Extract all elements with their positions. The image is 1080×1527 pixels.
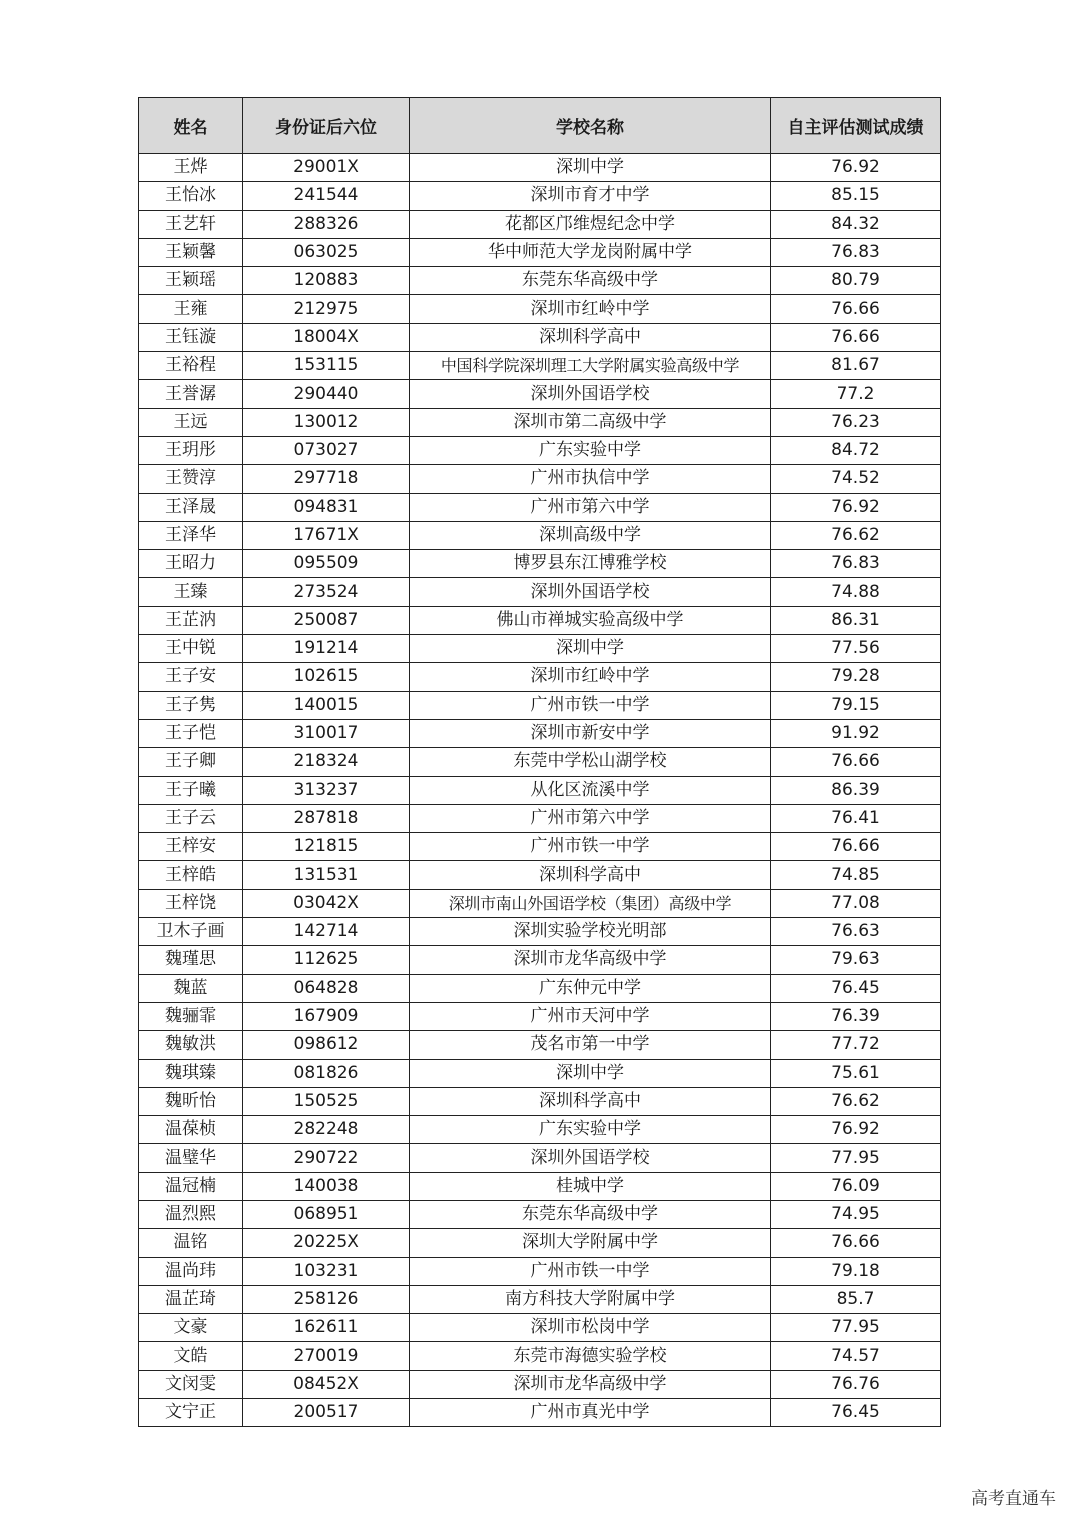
cell-score: 76.76 xyxy=(771,1370,941,1398)
cell-score: 74.95 xyxy=(771,1200,941,1228)
cell-score: 76.45 xyxy=(771,1399,941,1427)
cell-school-name: 深圳大学附属中学 xyxy=(410,1229,771,1257)
cell-name: 温铭 xyxy=(139,1229,243,1257)
cell-score: 75.61 xyxy=(771,1059,941,1087)
cell-id-last-six: 20225X xyxy=(243,1229,410,1257)
cell-id-last-six: 241544 xyxy=(243,182,410,210)
cell-id-last-six: 218324 xyxy=(243,748,410,776)
cell-score: 77.2 xyxy=(771,380,941,408)
cell-score: 77.08 xyxy=(771,889,941,917)
cell-name: 王玥彤 xyxy=(139,436,243,464)
cell-school-name: 深圳外国语学校 xyxy=(410,380,771,408)
cell-id-last-six: 121815 xyxy=(243,833,410,861)
table-row xyxy=(139,436,941,464)
cell-school-name: 广州市第六中学 xyxy=(410,804,771,832)
cell-id-last-six: 162611 xyxy=(243,1314,410,1342)
cell-score: 91.92 xyxy=(771,719,941,747)
cell-score: 76.92 xyxy=(771,1116,941,1144)
cell-score: 74.88 xyxy=(771,578,941,606)
cell-school-name: 广州市铁一中学 xyxy=(410,1257,771,1285)
table-row xyxy=(139,154,941,182)
cell-score: 77.56 xyxy=(771,635,941,663)
cell-name: 王怡冰 xyxy=(139,182,243,210)
cell-id-last-six: 142714 xyxy=(243,918,410,946)
cell-school-name: 深圳实验学校光明部 xyxy=(410,918,771,946)
cell-score: 76.39 xyxy=(771,1002,941,1030)
cell-id-last-six: 310017 xyxy=(243,719,410,747)
cell-id-last-six: 068951 xyxy=(243,1200,410,1228)
table-row xyxy=(139,493,941,521)
cell-name: 温璧华 xyxy=(139,1144,243,1172)
cell-name: 文豪 xyxy=(139,1314,243,1342)
table-row xyxy=(139,606,941,634)
cell-name: 王艺轩 xyxy=(139,210,243,238)
cell-school-name: 深圳外国语学校 xyxy=(410,578,771,606)
cell-name: 王子卿 xyxy=(139,748,243,776)
table-row xyxy=(139,1257,941,1285)
table-row xyxy=(139,1200,941,1228)
cell-score: 85.15 xyxy=(771,182,941,210)
table-row xyxy=(139,352,941,380)
header-school-name: 学校名称 xyxy=(410,98,771,154)
cell-name: 温葆桢 xyxy=(139,1116,243,1144)
cell-name: 王子曦 xyxy=(139,776,243,804)
cell-school-name: 东莞中学松山湖学校 xyxy=(410,748,771,776)
cell-name: 王梓安 xyxy=(139,833,243,861)
cell-school-name: 东莞东华高级中学 xyxy=(410,1200,771,1228)
cell-school-name: 深圳科学高中 xyxy=(410,861,771,889)
cell-score: 76.66 xyxy=(771,295,941,323)
table-header-row xyxy=(139,98,941,154)
cell-name: 文皓 xyxy=(139,1342,243,1370)
table-row xyxy=(139,1144,941,1172)
cell-name: 魏蓝 xyxy=(139,974,243,1002)
cell-school-name: 深圳高级中学 xyxy=(410,521,771,549)
cell-name: 王中锐 xyxy=(139,635,243,663)
cell-id-last-six: 297718 xyxy=(243,465,410,493)
cell-id-last-six: 131531 xyxy=(243,861,410,889)
watermark: 高考直通车 xyxy=(971,1489,1056,1509)
cell-school-name: 中国科学院深圳理工大学附属实验高级中学 xyxy=(410,352,771,380)
table-row xyxy=(139,1342,941,1370)
table-row xyxy=(139,1314,941,1342)
header-score: 自主评估测试成绩 xyxy=(771,98,941,154)
cell-name: 王裕程 xyxy=(139,352,243,380)
cell-id-last-six: 063025 xyxy=(243,238,410,266)
cell-id-last-six: 073027 xyxy=(243,436,410,464)
cell-id-last-six: 258126 xyxy=(243,1285,410,1313)
cell-id-last-six: 064828 xyxy=(243,974,410,1002)
cell-id-last-six: 102615 xyxy=(243,663,410,691)
cell-id-last-six: 095509 xyxy=(243,550,410,578)
cell-name: 王颖瑶 xyxy=(139,267,243,295)
cell-id-last-six: 098612 xyxy=(243,1031,410,1059)
cell-id-last-six: 103231 xyxy=(243,1257,410,1285)
cell-school-name: 南方科技大学附属中学 xyxy=(410,1285,771,1313)
table-row xyxy=(139,465,941,493)
cell-name: 温烈熙 xyxy=(139,1200,243,1228)
table-row xyxy=(139,380,941,408)
cell-school-name: 深圳市龙华高级中学 xyxy=(410,1370,771,1398)
cell-school-name: 广东实验中学 xyxy=(410,436,771,464)
cell-name: 王远 xyxy=(139,408,243,436)
cell-school-name: 深圳中学 xyxy=(410,1059,771,1087)
cell-id-last-six: 250087 xyxy=(243,606,410,634)
cell-id-last-six: 130012 xyxy=(243,408,410,436)
cell-id-last-six: 29001X xyxy=(243,154,410,182)
cell-school-name: 深圳市红岭中学 xyxy=(410,663,771,691)
table-row xyxy=(139,1031,941,1059)
cell-school-name: 深圳科学高中 xyxy=(410,323,771,351)
cell-score: 77.72 xyxy=(771,1031,941,1059)
cell-name: 王誉潺 xyxy=(139,380,243,408)
cell-name: 温冠楠 xyxy=(139,1172,243,1200)
cell-name: 王泽华 xyxy=(139,521,243,549)
cell-name: 王梓皓 xyxy=(139,861,243,889)
cell-school-name: 茂名市第一中学 xyxy=(410,1031,771,1059)
table-row xyxy=(139,1399,941,1427)
table-row xyxy=(139,918,941,946)
cell-school-name: 博罗县东江博雅学校 xyxy=(410,550,771,578)
cell-name: 王颖馨 xyxy=(139,238,243,266)
cell-name: 王子云 xyxy=(139,804,243,832)
table-row xyxy=(139,663,941,691)
table-row xyxy=(139,1059,941,1087)
cell-id-last-six: 270019 xyxy=(243,1342,410,1370)
table-row xyxy=(139,748,941,776)
cell-id-last-six: 273524 xyxy=(243,578,410,606)
cell-school-name: 深圳外国语学校 xyxy=(410,1144,771,1172)
cell-score: 76.66 xyxy=(771,748,941,776)
table-row xyxy=(139,719,941,747)
table-row xyxy=(139,295,941,323)
cell-score: 76.66 xyxy=(771,1229,941,1257)
table-row xyxy=(139,267,941,295)
table-row xyxy=(139,550,941,578)
cell-score: 81.67 xyxy=(771,352,941,380)
cell-id-last-six: 094831 xyxy=(243,493,410,521)
cell-score: 76.83 xyxy=(771,550,941,578)
cell-school-name: 深圳中学 xyxy=(410,154,771,182)
cell-name: 温尚玮 xyxy=(139,1257,243,1285)
cell-score: 84.72 xyxy=(771,436,941,464)
cell-id-last-six: 313237 xyxy=(243,776,410,804)
cell-id-last-six: 17671X xyxy=(243,521,410,549)
cell-score: 79.63 xyxy=(771,946,941,974)
table-row xyxy=(139,833,941,861)
table-row xyxy=(139,1229,941,1257)
cell-name: 王子隽 xyxy=(139,691,243,719)
cell-score: 79.15 xyxy=(771,691,941,719)
cell-school-name: 深圳市育才中学 xyxy=(410,182,771,210)
cell-id-last-six: 150525 xyxy=(243,1087,410,1115)
cell-name: 王钰漩 xyxy=(139,323,243,351)
table-row xyxy=(139,182,941,210)
cell-school-name: 广州市天河中学 xyxy=(410,1002,771,1030)
cell-score: 77.95 xyxy=(771,1144,941,1172)
cell-score: 80.79 xyxy=(771,267,941,295)
table-row xyxy=(139,691,941,719)
cell-name: 魏骊霏 xyxy=(139,1002,243,1030)
cell-score: 85.7 xyxy=(771,1285,941,1313)
cell-name: 魏昕怡 xyxy=(139,1087,243,1115)
table-row xyxy=(139,323,941,351)
cell-score: 76.66 xyxy=(771,323,941,351)
cell-school-name: 深圳市新安中学 xyxy=(410,719,771,747)
cell-score: 76.92 xyxy=(771,493,941,521)
cell-name: 魏敏洪 xyxy=(139,1031,243,1059)
cell-id-last-six: 290722 xyxy=(243,1144,410,1172)
cell-name: 魏琪臻 xyxy=(139,1059,243,1087)
cell-score: 76.62 xyxy=(771,1087,941,1115)
cell-score: 76.63 xyxy=(771,918,941,946)
table-row xyxy=(139,408,941,436)
cell-score: 76.66 xyxy=(771,833,941,861)
cell-id-last-six: 167909 xyxy=(243,1002,410,1030)
table-row xyxy=(139,578,941,606)
cell-school-name: 深圳市龙华高级中学 xyxy=(410,946,771,974)
cell-id-last-six: 140038 xyxy=(243,1172,410,1200)
cell-school-name: 广东仲元中学 xyxy=(410,974,771,1002)
cell-school-name: 花都区邝维煜纪念中学 xyxy=(410,210,771,238)
cell-id-last-six: 120883 xyxy=(243,267,410,295)
cell-name: 王梓饶 xyxy=(139,889,243,917)
header-name: 姓名 xyxy=(139,98,243,154)
cell-score: 74.85 xyxy=(771,861,941,889)
cell-id-last-six: 112625 xyxy=(243,946,410,974)
cell-school-name: 深圳市红岭中学 xyxy=(410,295,771,323)
cell-score: 76.83 xyxy=(771,238,941,266)
cell-name: 王泽晟 xyxy=(139,493,243,521)
cell-name: 卫木子画 xyxy=(139,918,243,946)
table-row xyxy=(139,1370,941,1398)
cell-school-name: 桂城中学 xyxy=(410,1172,771,1200)
table-row xyxy=(139,974,941,1002)
cell-name: 王烨 xyxy=(139,154,243,182)
table-row xyxy=(139,238,941,266)
cell-id-last-six: 03042X xyxy=(243,889,410,917)
table-row xyxy=(139,210,941,238)
cell-score: 86.31 xyxy=(771,606,941,634)
table-row xyxy=(139,804,941,832)
cell-score: 76.62 xyxy=(771,521,941,549)
cell-score: 76.09 xyxy=(771,1172,941,1200)
cell-id-last-six: 290440 xyxy=(243,380,410,408)
cell-id-last-six: 282248 xyxy=(243,1116,410,1144)
cell-id-last-six: 081826 xyxy=(243,1059,410,1087)
cell-score: 74.52 xyxy=(771,465,941,493)
cell-school-name: 广州市铁一中学 xyxy=(410,833,771,861)
cell-name: 王雍 xyxy=(139,295,243,323)
cell-school-name: 深圳中学 xyxy=(410,635,771,663)
cell-score: 74.57 xyxy=(771,1342,941,1370)
cell-school-name: 广州市第六中学 xyxy=(410,493,771,521)
table-row xyxy=(139,861,941,889)
cell-id-last-six: 153115 xyxy=(243,352,410,380)
cell-id-last-six: 191214 xyxy=(243,635,410,663)
cell-school-name: 广州市真光中学 xyxy=(410,1399,771,1427)
table-row xyxy=(139,521,941,549)
cell-name: 王子安 xyxy=(139,663,243,691)
score-table xyxy=(138,97,941,1427)
cell-score: 77.95 xyxy=(771,1314,941,1342)
cell-id-last-six: 200517 xyxy=(243,1399,410,1427)
cell-school-name: 深圳科学高中 xyxy=(410,1087,771,1115)
table-row xyxy=(139,776,941,804)
cell-name: 文闵雯 xyxy=(139,1370,243,1398)
cell-score: 84.32 xyxy=(771,210,941,238)
cell-id-last-six: 287818 xyxy=(243,804,410,832)
cell-score: 79.18 xyxy=(771,1257,941,1285)
cell-score: 76.45 xyxy=(771,974,941,1002)
cell-name: 王赞淳 xyxy=(139,465,243,493)
cell-school-name: 佛山市禅城实验高级中学 xyxy=(410,606,771,634)
cell-school-name: 深圳市第二高级中学 xyxy=(410,408,771,436)
cell-score: 76.23 xyxy=(771,408,941,436)
table-row xyxy=(139,1002,941,1030)
cell-name: 王子恺 xyxy=(139,719,243,747)
cell-name: 温芷琦 xyxy=(139,1285,243,1313)
cell-id-last-six: 212975 xyxy=(243,295,410,323)
cell-name: 王芷汭 xyxy=(139,606,243,634)
cell-score: 86.39 xyxy=(771,776,941,804)
cell-school-name: 广东实验中学 xyxy=(410,1116,771,1144)
cell-school-name: 东莞市海德实验学校 xyxy=(410,1342,771,1370)
table-row xyxy=(139,635,941,663)
cell-school-name: 广州市铁一中学 xyxy=(410,691,771,719)
table-row xyxy=(139,1087,941,1115)
cell-name: 王昭力 xyxy=(139,550,243,578)
cell-id-last-six: 288326 xyxy=(243,210,410,238)
cell-score: 76.92 xyxy=(771,154,941,182)
cell-school-name: 广州市执信中学 xyxy=(410,465,771,493)
cell-id-last-six: 140015 xyxy=(243,691,410,719)
cell-name: 文宁正 xyxy=(139,1399,243,1427)
table-row xyxy=(139,889,941,917)
cell-id-last-six: 18004X xyxy=(243,323,410,351)
cell-name: 魏瑾思 xyxy=(139,946,243,974)
cell-school-name: 深圳市松岗中学 xyxy=(410,1314,771,1342)
table-row xyxy=(139,1285,941,1313)
cell-score: 76.41 xyxy=(771,804,941,832)
cell-school-name: 深圳市南山外国语学校（集团）高级中学 xyxy=(410,889,771,917)
table-row xyxy=(139,1172,941,1200)
cell-name: 王臻 xyxy=(139,578,243,606)
cell-id-last-six: 08452X xyxy=(243,1370,410,1398)
header-id-last-six: 身份证后六位 xyxy=(243,98,410,154)
cell-school-name: 华中师范大学龙岗附属中学 xyxy=(410,238,771,266)
cell-score: 79.28 xyxy=(771,663,941,691)
table-row xyxy=(139,946,941,974)
table-row xyxy=(139,1116,941,1144)
cell-school-name: 从化区流溪中学 xyxy=(410,776,771,804)
cell-school-name: 东莞东华高级中学 xyxy=(410,267,771,295)
